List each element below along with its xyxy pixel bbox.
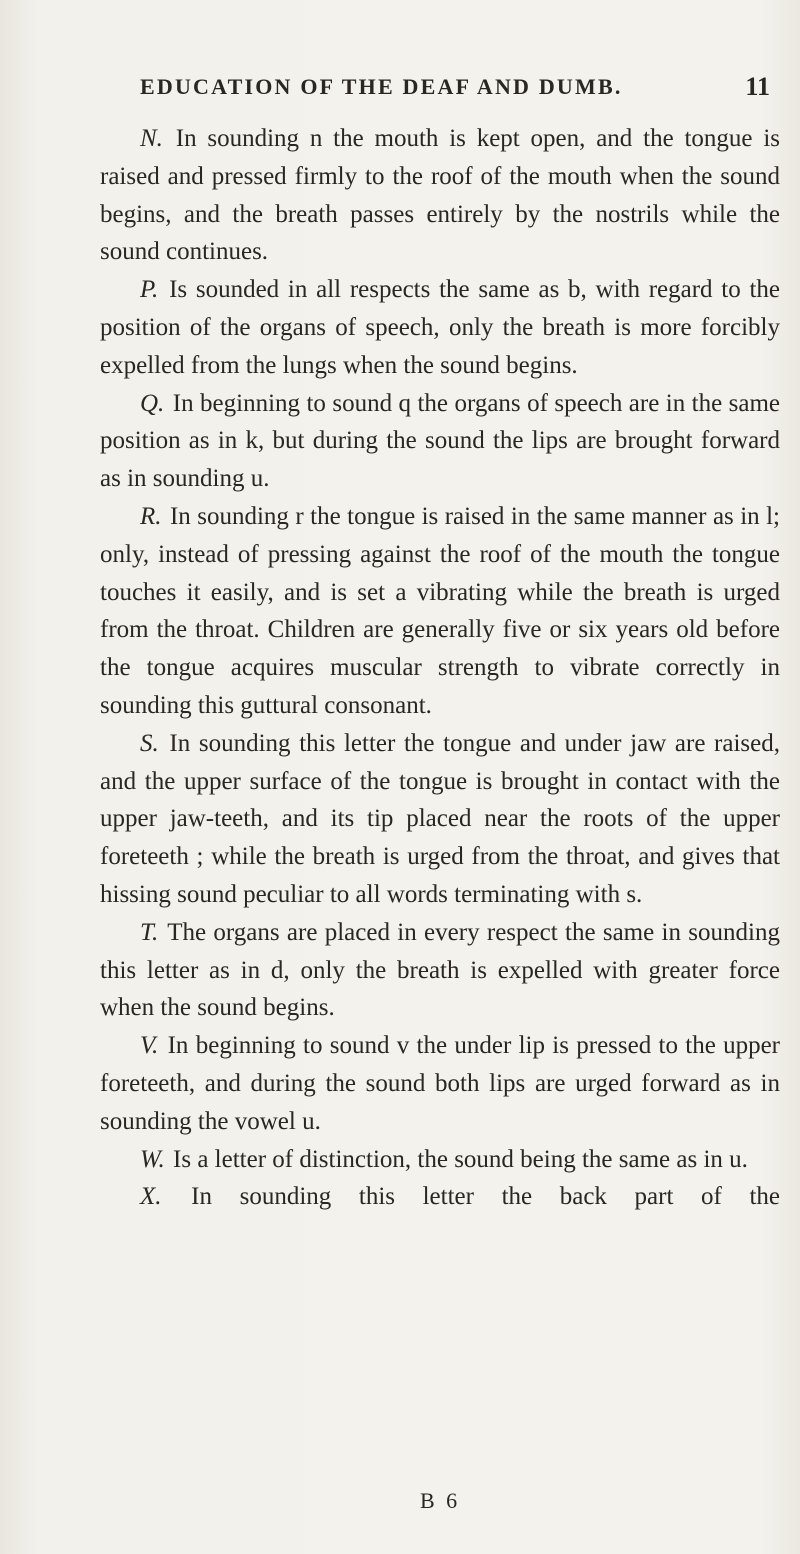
paragraph-p [100,271,780,384]
paragraph-x [100,1178,780,1216]
letter-heading: T. [140,918,159,946]
letter-heading: N. [140,125,163,152]
paragraph-r [100,498,780,725]
paragraph-text: In beginning to sound v the under lip is pressed to the upper foreteeth, and during the sound both lips are urged forward as in sounding the vowel u. [100,1032,781,1135]
paragraph-text: The organs are placed in every respect the same in sounding this letter as in d, only the breath is expelled with greater force when the sound begins. [100,918,780,1022]
paragraph-v [100,1027,780,1140]
letter-heading: P. [140,276,159,304]
letter-heading: R. [140,502,162,530]
paragraph-text: In sounding r the tongue is raised in the same manner as in l; only, instead of pressing against the roof of the mouth the tongue touches it easily, and is set a vibrating while the breath is urged from the throat. Children are generally five or six years old before the tongue acquires muscular strength to vibrate correctly in sounding this guttural consonant. [100,502,781,719]
letter-heading: V. [140,1032,159,1060]
body-text [100,120,780,1216]
paragraph-text: In sounding this letter the back part of the [191,1183,781,1211]
letter-heading: Q. [140,389,165,417]
letter-heading: X. [140,1183,162,1211]
page-number: 11 [745,72,770,101]
page-header [140,64,770,104]
paragraph-text: Is sounded in all respects the same as b, with regard to the position of the organs of speech, only the breath is more forcibly expelled from the lungs when the sound begins. [100,276,781,379]
paragraph-q [100,385,780,498]
signature-mark: B 6 [420,1488,461,1513]
paragraph-text: In sounding n the mouth is kept open, and the tongue is raised and pressed firmly to the roof of the mouth when the sound begins, and the breath passes entirely by the nostrils while the sound continues. [100,125,780,266]
paragraph-text: Is a letter of distinction, the sound being the same as in u. [173,1145,748,1173]
letter-heading: W. [140,1145,165,1173]
paragraph-n [100,120,780,271]
paragraph-text: In sounding this letter the tongue and under jaw are raised, and the upper surface of the tongue is brought in contact with the upper jaw-teeth, and its tip placed near the roots of the upper foreteeth ; while the breath is urged from the throat, and gives that hissing sound peculiar to all words terminating with s. [100,729,781,908]
paragraph-s [100,725,780,914]
paragraph-t [100,914,780,1027]
paragraph-text: In beginning to sound q the organs of speech are in the same position as in k, but during the sound the lips are brought forward as in sounding u. [100,389,781,493]
paragraph-w [100,1141,780,1179]
letter-heading: S. [140,729,159,757]
running-head: EDUCATION OF THE DEAF AND DUMB. [140,74,623,99]
